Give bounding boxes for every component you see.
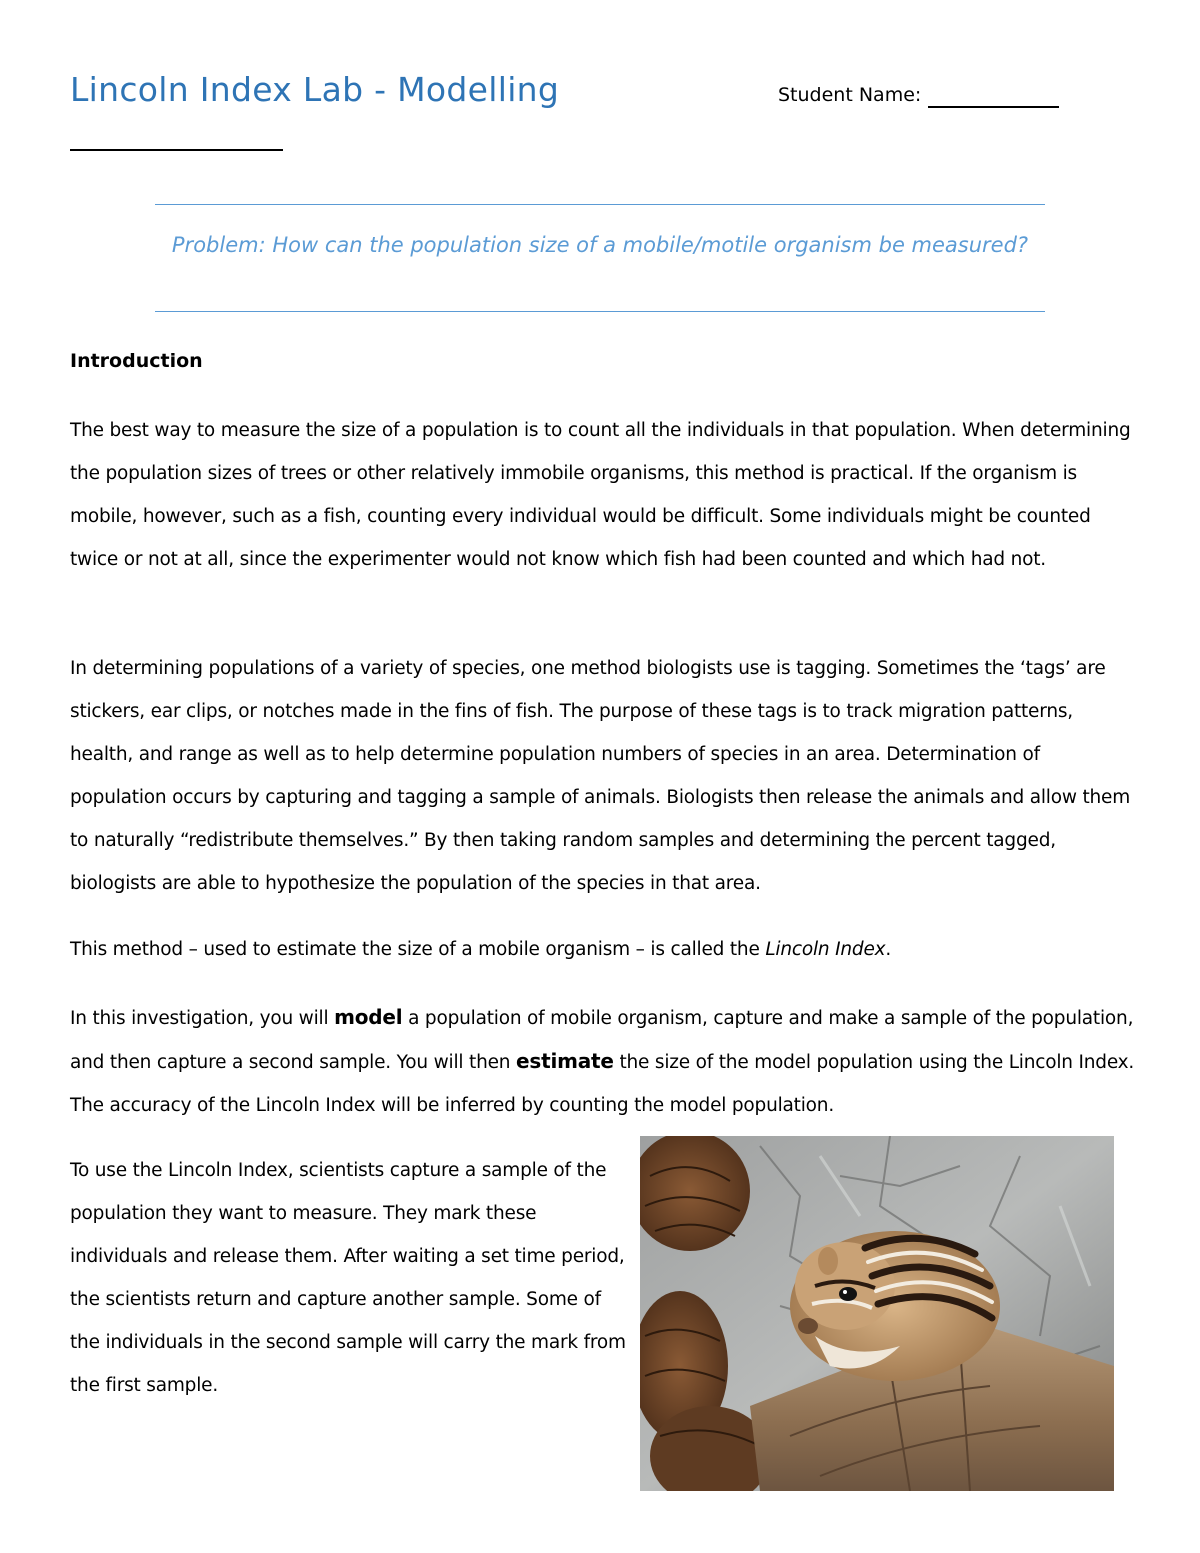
- lincoln-index-term: Lincoln Index: [765, 939, 886, 960]
- model-keyword: model: [334, 1005, 403, 1029]
- page-title: Lincoln Index Lab - Modelling: [70, 70, 560, 109]
- p3-text: This method – used to estimate the size of a mobile organism – is called the: [70, 939, 766, 960]
- intro-paragraph-4: [70, 996, 1140, 1127]
- p4-text-b: a population of mobile organism, capture and make a sample of the population, and then capture a second sample. You will then: [70, 1008, 1134, 1073]
- student-name-blank: [928, 106, 1059, 108]
- student-name-blank-continued: [70, 149, 283, 151]
- p4-text-a: In this investigation, you will: [70, 1008, 335, 1029]
- p4-text-c: the size of the model population using the Lincoln Index. The accuracy of the Lincoln Index will be inferred by counting the model population.: [70, 1052, 1135, 1116]
- problem-bottom-rule: [155, 311, 1045, 312]
- problem-statement: Problem: How can the population size of a mobile/motile organism be measured?: [171, 233, 1029, 257]
- student-name-label: Student Name:: [778, 84, 922, 106]
- problem-top-rule: [155, 204, 1045, 205]
- intro-paragraph-3: [70, 928, 1140, 971]
- intro-paragraph-5: To use the Lincoln Index, scientists capture a sample of the population they want to measure. They mark these individuals and release them. After waiting a set time period, the scientists return and capture another sample. Some of the individuals in the second sample will carry the mark from the first sample.: [70, 1160, 626, 1396]
- p3-end: .: [885, 939, 892, 960]
- estimate-keyword: estimate: [516, 1049, 614, 1073]
- introduction-heading: Introduction: [70, 350, 203, 372]
- chipmunk-photo: [640, 1136, 1114, 1491]
- intro-paragraph-1: The best way to measure the size of a population is to count all the individuals in that population. When determining the population sizes of trees or other relatively immobile organisms, this method is practical. If the organism is mobile, however, such as a fish, counting every individual would be difficult. Some individuals might be counted twice or not at all, since the experimenter would not know which fish had been counted and which had not.: [70, 420, 1131, 570]
- intro-paragraph-2: In determining populations of a variety of species, one method biologists use is tagging. Sometimes the ‘tags’ are stickers, ear clips, or notches made in the fins of fish. The purpose of these tags is to track migration patterns, health, and range as well as to help determine population numbers of species in an area. Determination of population occurs by capturing and tagging a sample of animals. Biologists then release the animals and allow them to naturally “redistribute themselves.” By then taking random samples and determining the percent tagged, biologists are able to hypothesize the population of the species in that area.: [70, 658, 1131, 894]
